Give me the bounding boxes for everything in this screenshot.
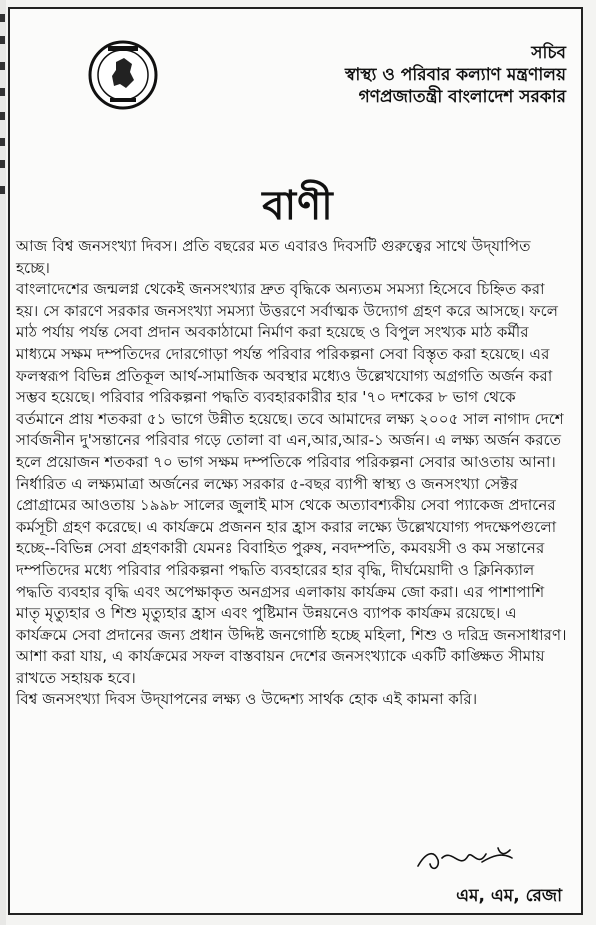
designation: সচিব [531, 43, 566, 63]
binding-edge [0, 0, 6, 925]
handwritten-signature [412, 842, 532, 878]
ministry-name: স্বাস্থ্য ও পরিবার কল্যাণ মন্ত্রণালয় [345, 65, 566, 85]
message-title: বাণী [262, 183, 334, 229]
paragraph: আজ বিশ্ব জনসংখ্যা দিবস। প্রতি বছরের মত এবারও দিবসটি গুরুত্বের সাথে উদ্‌যাপিত হচ্ছে। [16, 237, 531, 277]
government-seal-icon [86, 38, 160, 112]
government-name: গণপ্রজাতন্ত্রী বাংলাদেশ সরকার [358, 87, 566, 107]
signer-name: এম, এম, রেজা [456, 886, 562, 906]
message-body [16, 236, 568, 711]
letterhead [236, 42, 566, 108]
paragraph: বাংলাদেশের জন্মলগ্ন থেকেই জনসংখ্যার দ্রুত বৃদ্ধিকে অন্যতম সমস্যা হিসেবে চিহ্নিত করা হয়। সে কারণে সরকার জনসংখ্যা সমস্যা উত্তরণে সর্বাত্মক উদ্যোগ গ্রহণ করে আসছে। ফলে মাঠ পর্যায় পর্যন্ত সেবা প্রদান অবকাঠামো নির্মাণ করা হয়েছে ও বিপুল সংখ্যক মাঠ কর্মীর মাধ্যমে সক্ষম দম্পতিদের দোরগোড়া পর্যন্ত পরিবার পরিকল্পনা সেবা বিস্তৃত করা হয়েছে। এর ফলস্বরূপ বিভিন্ন প্রতিকূল আর্থ-সামাজিক অবস্থার মধ্যেও উল্লেখযোগ্য অগ্রগতি অর্জন করা সম্ভব হয়েছে। পরিবার পরিকল্পনা পদ্ধতি ব্যবহারকারীর হার '৭০ দশকের ৮ ভাগ থেকে বর্তমানে প্রায় শতকরা ৫১ ভাগে উন্নীত হয়েছে। তবে আমাদের লক্ষ্য ২০০৫ সাল নাগাদ দেশে সার্বজনীন দু'সন্তানের পরিবার গড়ে তোলা বা এন,আর,আর-১ অর্জন। এ লক্ষ্য অর্জন করতে হলে প্রয়োজন শতকরা ৭০ ভাগ সক্ষম দম্পতিকে পরিবার পরিকল্পনা সেবার আওতায় আনা। নির্ধারিত এ লক্ষ্যমাত্রা অর্জনের লক্ষ্যে সরকার ৫-বছর ব্যাপী স্বাস্থ্য ও জনসংখ্যা সেক্টর প্রোগ্রামের আওতায় ১৯৯৮ সালের জুলাই মাস থেকে অত্যাবশ্যকীয় সেবা প্যাকেজ প্রদানের কর্মসূচী গ্রহণ করেছে। এ কার্যক্রমে প্রজনন হার হ্রাস করার লক্ষ্যে উল্লেখযোগ্য পদক্ষেপগুলো হচ্ছে--বিভিন্ন সেবা গ্রহণকারী যেমনঃ বিবাহিত পুরুষ, নবদম্পতি, কমবয়সী ও কম সন্তানের দম্পতিদের মধ্যে পরিবার পরিকল্পনা পদ্ধতি ব্যবহারের হার বৃদ্ধি, দীর্ঘমেয়াদী ও ক্লিনিক্যাল পদ্ধতি ব্যবহার বৃদ্ধি এবং অপেক্ষাকৃত অনগ্রসর এলাকায় কার্যক্রম জো করা। এর পাশাপাশি মাতৃ মৃত্যুহার ও শিশু মৃত্যুহার হ্রাস এবং পুষ্টিমান উন্নয়নেও ব্যাপক কার্যক্রম রয়েছে। এ কার্যক্রমে সেবা প্রদানের জন্য প্রধান উদ্দিষ্ট জনগোষ্ঠি হচ্ছে মহিলা, শিশু ও দরিদ্র জনসাধারণ। আশা করা যায়, এ কার্যক্রমের সফল বাস্তবায়ন দেশের জনসংখ্যাকে একটি কাঙ্ক্ষিত সীমায় রাখতে সহায়ক হবে। [16, 280, 567, 687]
paragraph: বিশ্ব জনসংখ্যা দিবস উদ্‌যাপনের লক্ষ্য ও উদ্দেশ্য সার্থক হোক এই কামনা করি। [16, 690, 478, 709]
